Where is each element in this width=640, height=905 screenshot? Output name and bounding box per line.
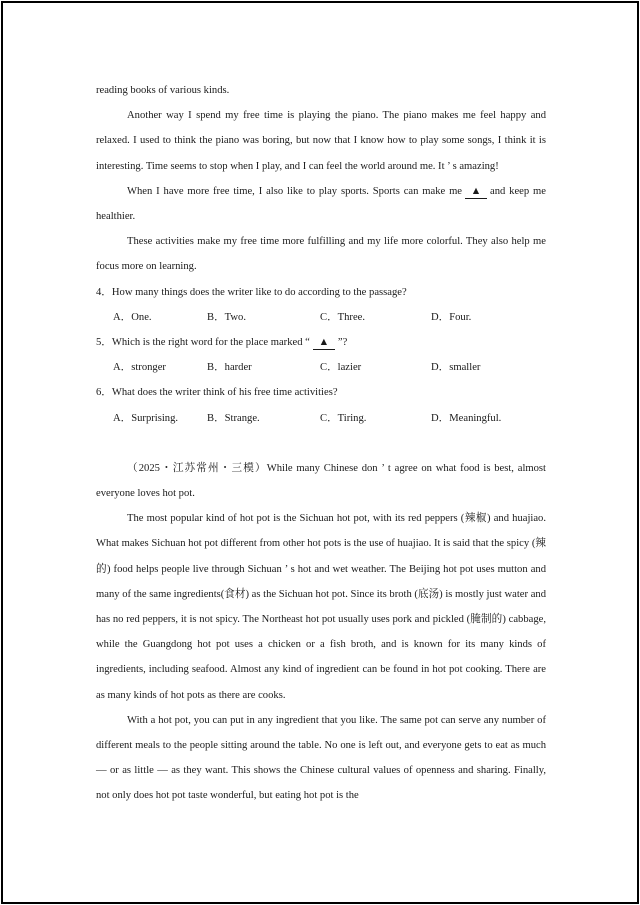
passage1-paragraph-sports [96,179,546,229]
question-5-stem-text: 5．Which is the right word for the place marked “ [96,337,310,349]
question-4-option-d: D．Four. [431,311,472,323]
question-4-option-c: C．Three. [320,311,366,323]
passage2-paragraph-sharing: With a hot pot, you can put in any ingredient that you like. The same pot can serve any number of different meals to the people sitting around the table. No one is left out, and everyone gets to eat as much — or as little — as they want. This shows the Chinese cultural values of openness and sharing. Finally, not only does hot pot taste wonderful, but eating hot pot is the [96,714,546,802]
passage2-intro: （2025・江苏常州・三模）While many Chinese don ’ t agree on what food is best, almost everyone loves hot pot. [96,462,546,500]
question-5-option-c: C．lazier [320,362,362,374]
question-5-blank-marker: ▲ [313,337,335,350]
passage1-sports-text-after: and keep me healthier. [96,185,546,223]
question-4-stem: 4．How many things does the writer like to do according to the passage? [96,286,407,298]
passage2-paragraph-kinds: The most popular kind of hot pot is the Sichuan hot pot, with its red peppers (辣椒) and huajiao. What makes Sichuan hot pot different from other hot pots is the use of huajiao. It is said that the spicy (辣的) food helps people live through Sichuan ’ s hot and wet weather. The Beijing hot pot uses mutton and many of the same ingredients(食材) as the Sichuan hot pot. Since its broth (底汤) is mostly just water and has no red peppers, it is not spicy. The Northeast hot pot usually uses pork and pickled (腌制的) cabbage, while the Guangdong hot pot uses a chicken or a fish broth, and is known for its many kinds of ingredients, including seafood. Almost any kind of ingredient can be found in hot pot cooking. There are as many kinds of hot pots as there are cooks. [96,513,546,701]
question-6-option-d: D．Meaningful. [431,412,502,424]
question-5-stem [96,330,546,355]
answer-blank-marker: ▲ [465,186,487,199]
passage1-fragment: reading books of various kinds. [96,85,230,96]
passage1-paragraph-piano: Another way I spend my free time is playing the piano. The piano makes me feel happy and relaxed. I used to think the piano was boring, but now that I know how to play some songs, I think it is interesting. Time seems to stop when I play, and I can feel the world around me. It ’ s amazing! [96,110,546,172]
question-6-options [96,406,546,431]
question-5-options [96,355,546,380]
question-4-options [96,305,546,330]
question-5-option-a: A．stronger [113,362,166,374]
question-5-stem-close: ”? [337,337,348,349]
passage1-sports-text-before: When I have more free time, I also like to play sports. Sports can make me [127,185,463,197]
section-spacer [96,431,546,456]
question-4-option-b: B．Two. [207,311,246,323]
question-5-option-d: D．smaller [431,362,481,374]
question-6-option-a: A．Surprising. [113,412,179,424]
question-6-option-b: B．Strange. [207,412,260,424]
question-6-stem: 6．What does the writer think of his free time activities? [96,387,338,399]
passage1-paragraph-conclusion: These activities make my free time more fulfilling and my life more colorful. They also help me focus more on learning. [96,236,546,273]
document-body [96,78,546,809]
question-5-option-b: B．harder [207,362,252,374]
question-6-option-c: C．Tiring. [320,412,367,424]
question-4-option-a: A．One. [113,311,152,323]
